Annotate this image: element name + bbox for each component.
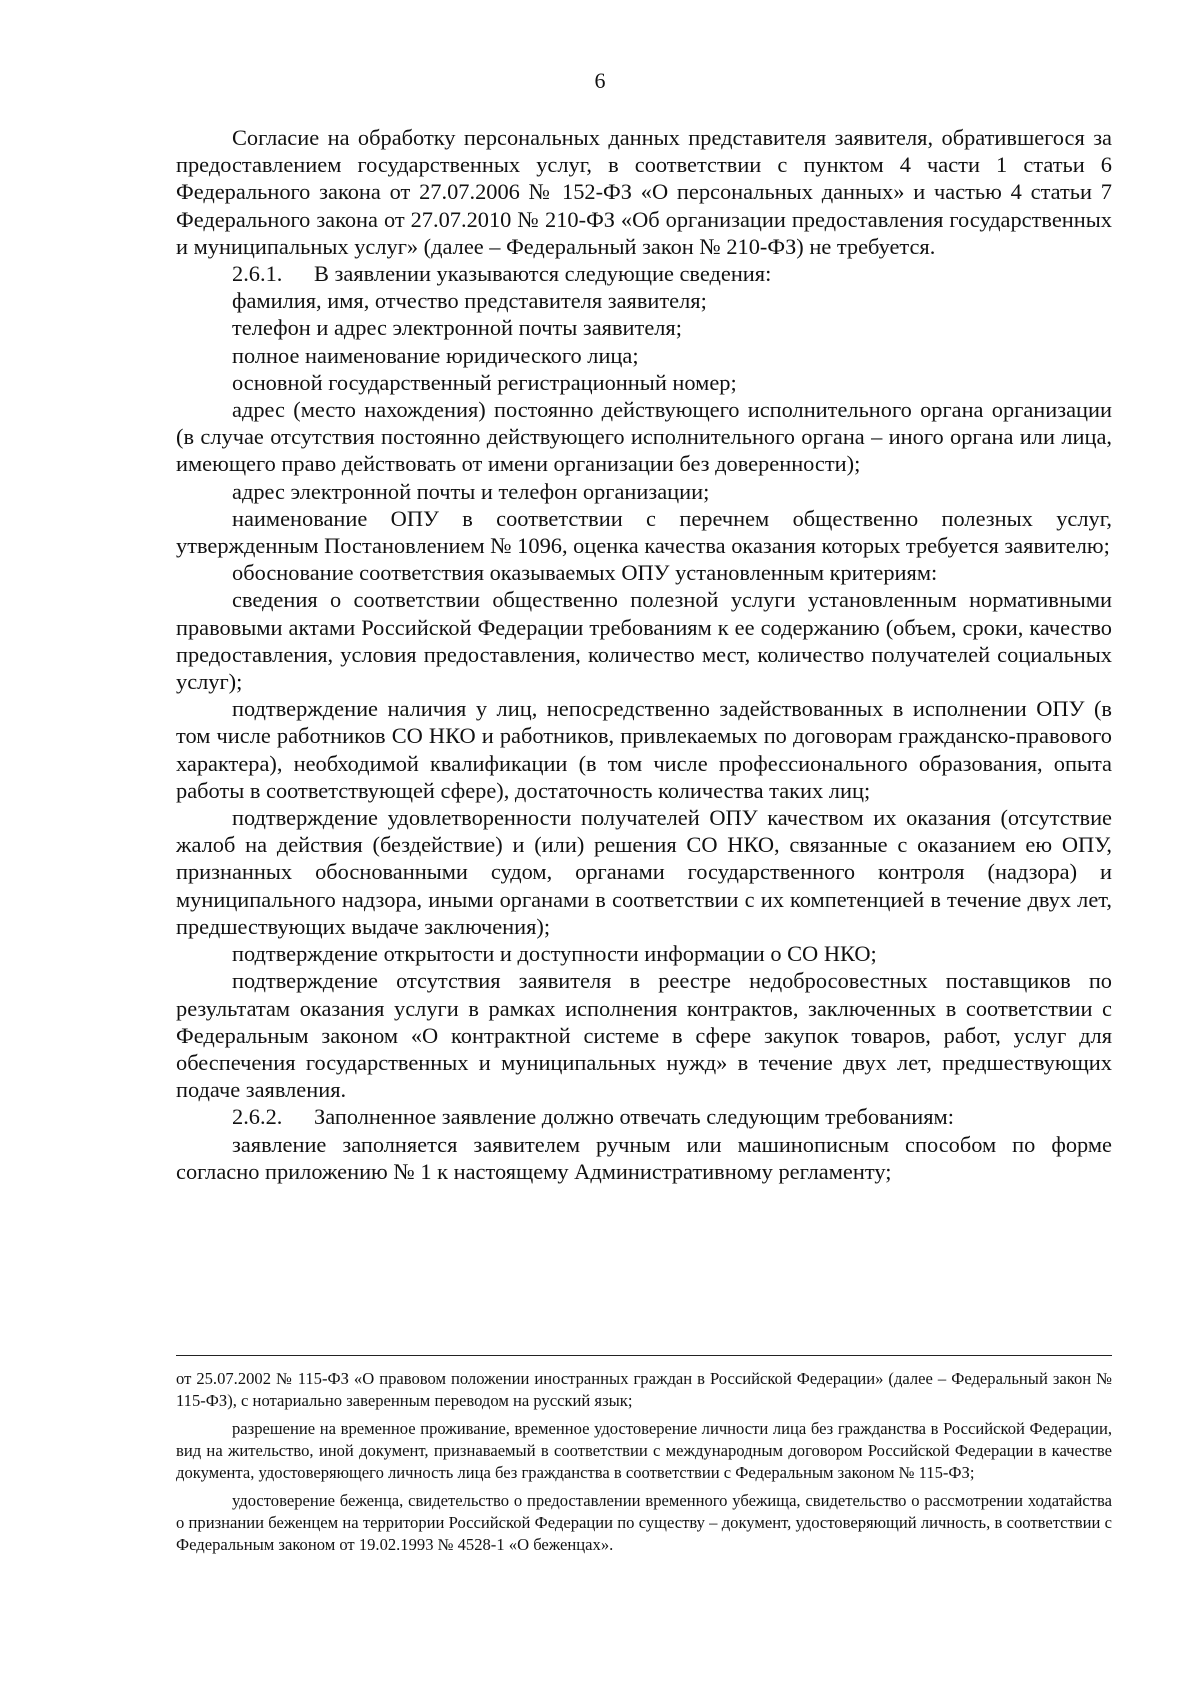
list-item: телефон и адрес электронной почты заявителя;	[232, 315, 682, 341]
list-item: подтверждение наличия у лиц, непосредственно задействованных в исполнении ОПУ (в том числе работников СО НКО и работников, привлекаемых по договорам гражданско-правового характера), необходимой квалификации (в том числе профессионального образования, опыта работы в соответствующей сфере), достаточность количества таких лиц;	[176, 696, 1112, 803]
footnote-paragraph: от 25.07.2002 № 115-ФЗ «О правовом положении иностранных граждан в Российской Федерации» (далее – Федеральный закон № 115-ФЗ), с нотариально заверенным переводом на русский язык;	[176, 1369, 1112, 1410]
footnotes	[176, 1368, 1112, 1562]
paragraph-consent: Согласие на обработку персональных данных представителя заявителя, обратившегося за предоставлением государственных услуг, в соответствии с пунктом 4 части 1 статьи 6 Федерального закона от 27.07.2006 № 152-ФЗ «О персональных данных» и частью 4 статьи 7 Федерального закона от 27.07.2010 № 210-ФЗ «Об организации предоставления государственных и муниципальных услуг» (далее – Федеральный закон № 210-ФЗ) не требуется.	[176, 125, 1112, 259]
list-item: подтверждение отсутствия заявителя в реестре недобросовестных поставщиков по результатам оказания услуги в рамках исполнения контрактов, заключенных в соответствии с Федеральным законом «О контрактной системе в сфере закупок товаров, работ, услуг для обеспечения государственных и муниципальных нужд» в течение двух лет, предшествующих подаче заявления.	[176, 968, 1112, 1103]
list-item: основной государственный регистрационный номер;	[232, 369, 737, 395]
list-item: сведения о соответствии общественно полезной услуги установленным нормативными правовыми актами Российской Федерации требованиям к ее содержанию (объем, сроки, качество предоставления, условия предоставления, количество мест, количество получателей социальных услуг);	[176, 587, 1112, 695]
list-item: адрес (место нахождения) постоянно действующего исполнительного органа организации (в случае отсутствия постоянно действующего исполнительного органа – иного органа или лица, имеющего право действовать от имени организации без доверенности);	[176, 397, 1112, 477]
clause-number: 2.6.1.	[232, 261, 283, 287]
list-item: адрес электронной почты и телефон организации;	[232, 478, 710, 504]
footnote-paragraph: удостоверение беженца, свидетельство о предоставлении временного убежища, свидетельство о рассмотрении ходатайства о признании беженцем на территории Российской Федерации по существу – документ, удостоверяющий личность, в соответствии с Федеральным законом от 19.02.1993 № 4528-1 «О беженцах».	[176, 1491, 1112, 1554]
list-item: заявление заполняется заявителем ручным или машинописным способом по форме согласно приложению № 1 к настоящему Административному регламенту;	[176, 1131, 1112, 1184]
paragraph-2-6-2: 2.6.2. Заполненное заявление должно отвечать следующим требованиям:	[232, 1104, 954, 1130]
list-item: подтверждение открытости и доступности информации о СО НКО;	[232, 941, 877, 967]
page-number: 6	[594, 68, 606, 93]
list-item: обоснование соответствия оказываемых ОПУ установленным критериям:	[232, 560, 938, 586]
footnote-divider	[176, 1355, 1112, 1356]
main-text	[176, 124, 1112, 1185]
list-item: наименование ОПУ в соответствии с перечнем общественно полезных услуг, утвержденным Постановлением № 1096, оценка качества оказания которых требуется заявителю;	[176, 505, 1112, 559]
clause-number: 2.6.2.	[232, 1104, 283, 1130]
list-item: подтверждение удовлетворенности получателей ОПУ качеством их оказания (отсутствие жалоб на действия (бездействие) и (или) решения СО НКО, связанные с оказанием ею ОПУ, признанных обоснованными судом, органами государственного контроля (надзора) и муниципального надзора, иными органами в соответствии с их компетенцией в течение двух лет, предшествующих выдаче заключения);	[176, 805, 1112, 939]
paragraph-2-6-1: 2.6.1. В заявлении указываются следующие сведения:	[232, 261, 772, 287]
list-item: полное наименование юридического лица;	[232, 342, 639, 368]
footnote-paragraph: разрешение на временное проживание, временное удостоверение личности лица без гражданства в Российской Федерации, вид на жительство, иной документ, признаваемый в соответствии с международным договором Российской Федерации в качестве документа, удостоверяющего личность лица без гражданства в соответствии с Федеральным законом № 115-ФЗ;	[176, 1419, 1112, 1482]
list-item: фамилия, имя, отчество представителя заявителя;	[232, 288, 707, 314]
